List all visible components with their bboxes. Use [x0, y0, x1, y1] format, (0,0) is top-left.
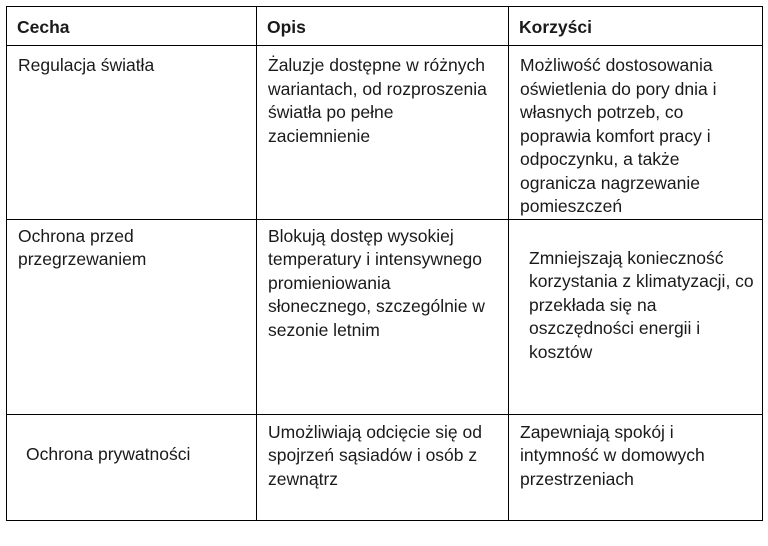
cell-description: Blokują dostęp wysokiej temperatury i intensywnego promieniowania słonecznego, szczególnie w sezonie letnim — [257, 219, 509, 414]
header-feature: Cecha — [7, 7, 257, 46]
table-row — [7, 414, 763, 520]
table-row — [7, 219, 763, 414]
header-benefits: Korzyści — [509, 7, 763, 46]
cell-benefits: Zmniejszają konieczność korzystania z klimatyzacji, co przekłada się na oszczędności energii i kosztów — [509, 219, 763, 414]
cell-feature: Ochrona prywatności — [7, 414, 257, 520]
table-row — [7, 46, 763, 220]
cell-feature: Regulacja światła — [7, 46, 257, 220]
table-header-row — [7, 7, 763, 46]
cell-benefits: Zapewniają spokój i intymność w domowych przestrzeniach — [509, 414, 763, 520]
cell-benefits: Możliwość dostosowania oświetlenia do pory dnia i własnych potrzeb, co poprawia komfort pracy i odpoczynku, a także ogranicza nagrzewanie pomieszczeń — [509, 46, 763, 220]
cell-description: Umożliwiają odcięcie się od spojrzeń sąsiadów i osób z zewnątrz — [257, 414, 509, 520]
features-table — [6, 6, 763, 521]
cell-feature: Ochrona przed przegrzewaniem — [7, 219, 257, 414]
cell-description: Żaluzje dostępne w różnych wariantach, od rozproszenia światła po pełne zaciemnienie — [257, 46, 509, 220]
header-description: Opis — [257, 7, 509, 46]
